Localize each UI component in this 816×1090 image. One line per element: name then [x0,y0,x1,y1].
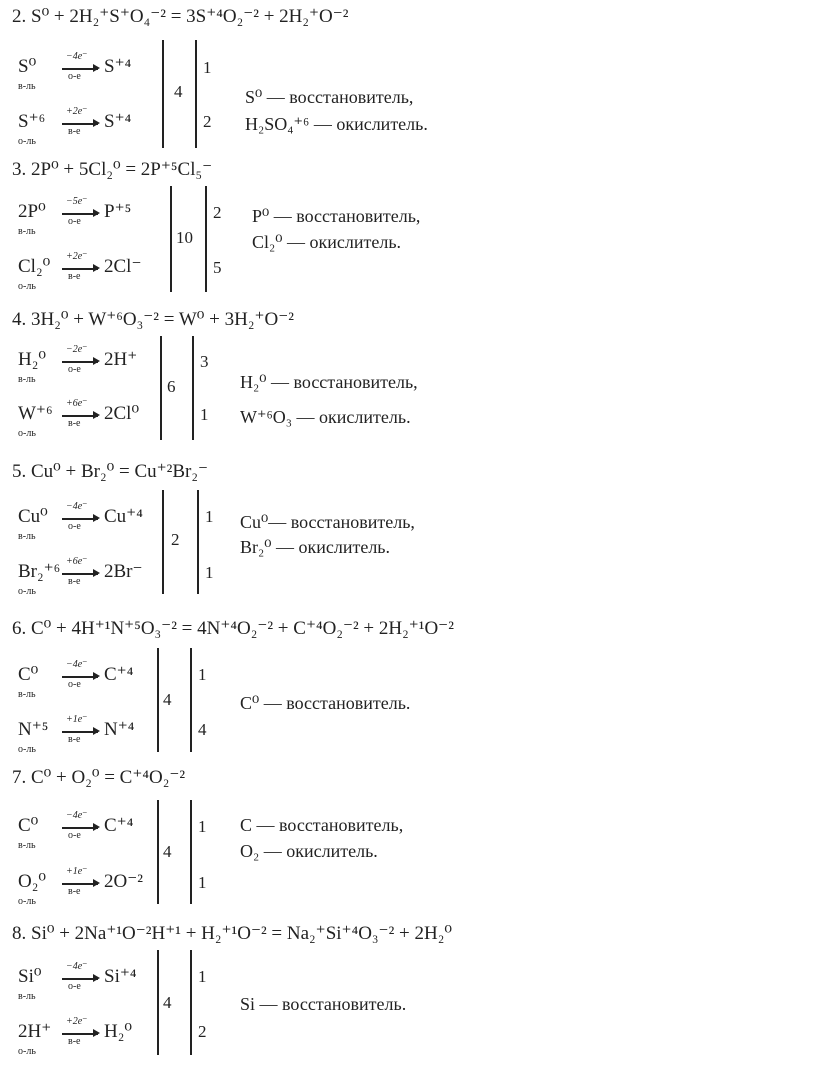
species-right: C⁺⁴ [104,815,134,836]
equation: 2. S⁰ + 2H₂⁺S⁺O₄⁻² = 3S⁺⁴O₂⁻² + 2H₂⁺O⁻² [12,6,349,27]
process-label: о-е [68,71,81,82]
species-right: S⁺⁴ [104,111,132,132]
balance-divider [192,336,194,440]
balance-divider [197,490,199,594]
equation: 5. Cu⁰ + Br₂⁰ = Cu⁺²Br₂⁻ [12,461,209,482]
balance-divider [195,40,197,148]
balance-divider [205,186,207,292]
role-label: в-ль [18,374,36,385]
process-label: о-е [68,216,81,227]
species-left: H₂⁰ [18,349,46,370]
process-label: о-е [68,981,81,992]
equation: 3. 2P⁰ + 5Cl₂⁰ = 2P⁺⁵Cl₅⁻ [12,159,213,180]
electron-count: −2e⁻ [66,344,88,355]
process-label: в-е [68,271,81,282]
balance-divider [157,950,159,1055]
transfer-arrow [62,1033,98,1035]
transfer-arrow [62,676,98,678]
species-right: N⁺⁴ [104,719,135,740]
coefficient: 1 [205,563,214,582]
role-label: в-ль [18,689,36,700]
coefficient: 1 [205,507,214,526]
role-label: в-ль [18,991,36,1002]
equation: 7. C⁰ + O₂⁰ = C⁺⁴O₂⁻² [12,767,186,788]
role-label: о-ль [18,1046,36,1057]
species-left: S⁺⁶ [18,111,46,132]
coefficient: 2 [198,1022,207,1041]
electron-count: −4e⁻ [66,51,88,62]
balance-divider [162,490,164,594]
electron-count: −4e⁻ [66,501,88,512]
balance-divider [190,648,192,752]
coefficient: 1 [200,405,209,424]
process-label: в-е [68,1036,81,1047]
lcm-value: 6 [167,377,176,396]
electron-count: +6e⁻ [66,398,88,409]
role-label: о-ль [18,136,36,147]
electron-count: +1e⁻ [66,866,88,877]
role-label: о-ль [18,281,36,292]
role-statement: O₂ — окислитель. [240,841,378,861]
process-label: о-е [68,521,81,532]
equation: 6. C⁰ + 4H⁺¹N⁺⁵O₃⁻² = 4N⁺⁴O₂⁻² + C⁺⁴O₂⁻² + 2H₂⁺¹O⁻² [12,618,454,639]
coefficient: 5 [213,258,222,277]
electron-count: −4e⁻ [66,961,88,972]
transfer-arrow [62,827,98,829]
species-left: W⁺⁶ [18,403,53,424]
coefficient: 1 [198,873,207,892]
balance-divider [157,800,159,904]
role-statement: Br₂⁰ — окислитель. [240,537,391,557]
coefficient: 1 [198,665,207,684]
role-label: о-ль [18,428,36,439]
role-statement: H₂SO₄⁺⁶ — окислитель. [245,114,428,134]
species-right: 2Br⁻ [104,561,143,582]
role-statement: Cu⁰— восстановитель, [240,512,415,532]
coefficient: 2 [203,112,212,131]
role-label: о-ль [18,896,36,907]
process-label: о-е [68,364,81,375]
electron-count: +2e⁻ [66,1016,88,1027]
species-left: O₂⁰ [18,871,46,892]
lcm-value: 4 [163,842,172,861]
species-left: Cu⁰ [18,506,48,527]
electron-count: +1e⁻ [66,714,88,725]
process-label: в-е [68,418,81,429]
species-left: Si⁰ [18,966,42,987]
balance-divider [170,186,172,292]
process-label: о-е [68,679,81,690]
role-statement: Cl₂⁰ — окислитель. [252,232,402,252]
transfer-arrow [62,731,98,733]
lcm-value: 2 [171,530,180,549]
coefficient: 1 [198,817,207,836]
coefficient: 4 [198,720,207,739]
coefficient: 1 [198,967,207,986]
balance-divider [190,950,192,1055]
species-left: 2H⁺ [18,1021,52,1042]
role-statement: C⁰ — восстановитель. [240,693,411,713]
electron-count: −4e⁻ [66,810,88,821]
role-label: о-ль [18,744,36,755]
role-label: в-ль [18,226,36,237]
coefficient: 3 [200,352,209,371]
process-label: о-е [68,830,81,841]
coefficient: 1 [203,58,212,77]
species-right: 2Cl⁻ [104,256,142,277]
balance-divider [190,800,192,904]
transfer-arrow [62,268,98,270]
role-label: в-ль [18,531,36,542]
equation: 8. Si⁰ + 2Na⁺¹O⁻²H⁺¹ + H₂⁺¹O⁻² = Na₂⁺Si⁺⁴O₃⁻² + 2H₂⁰ [12,923,452,944]
species-right: Cu⁺⁴ [104,506,143,527]
lcm-value: 4 [163,690,172,709]
species-right: H₂⁰ [104,1021,132,1042]
transfer-arrow [62,361,98,363]
role-label: о-ль [18,586,36,597]
balance-divider [157,648,159,752]
role-statement: Si — восстановитель. [240,994,407,1014]
species-right: 2O⁻² [104,871,143,892]
transfer-arrow [62,213,98,215]
role-statement: W⁺⁶O₃ — окислитель. [240,407,411,427]
species-right: 2H⁺ [104,349,138,370]
role-statement: S⁰ — восстановитель, [245,87,414,107]
process-label: в-е [68,576,81,587]
role-label: в-ль [18,840,36,851]
species-left: 2P⁰ [18,201,46,222]
species-left: C⁰ [18,664,39,685]
process-label: в-е [68,886,81,897]
balance-divider [162,40,164,148]
role-label: в-ль [18,81,36,92]
species-right: C⁺⁴ [104,664,134,685]
transfer-arrow [62,68,98,70]
equation: 4. 3H₂⁰ + W⁺⁶O₃⁻² = W⁰ + 3H₂⁺O⁻² [12,309,294,330]
coefficient: 2 [213,203,222,222]
process-label: в-е [68,734,81,745]
species-right: S⁺⁴ [104,56,132,77]
transfer-arrow [62,123,98,125]
species-left: C⁰ [18,815,39,836]
species-right: 2Cl⁰ [104,403,140,424]
lcm-value: 10 [176,228,193,247]
species-right: Si⁺⁴ [104,966,137,987]
electron-count: −4e⁻ [66,659,88,670]
transfer-arrow [62,883,98,885]
electron-count: +6e⁻ [66,556,88,567]
transfer-arrow [62,518,98,520]
electron-count: −5e⁻ [66,196,88,207]
species-left: Br₂⁺⁶ [18,561,61,582]
transfer-arrow [62,978,98,980]
balance-divider [160,336,162,440]
process-label: в-е [68,126,81,137]
species-right: P⁺⁵ [104,201,132,222]
transfer-arrow [62,573,98,575]
role-statement: P⁰ — восстановитель, [252,206,421,226]
role-statement: C — восстановитель, [240,815,404,835]
electron-count: +2e⁻ [66,251,88,262]
species-left: Cl₂⁰ [18,256,51,277]
lcm-value: 4 [163,993,172,1012]
lcm-value: 4 [174,82,183,101]
role-statement: H₂⁰ — восстановитель, [240,372,418,392]
electron-count: +2e⁻ [66,106,88,117]
species-left: S⁰ [18,56,37,77]
transfer-arrow [62,415,98,417]
species-left: N⁺⁵ [18,719,49,740]
